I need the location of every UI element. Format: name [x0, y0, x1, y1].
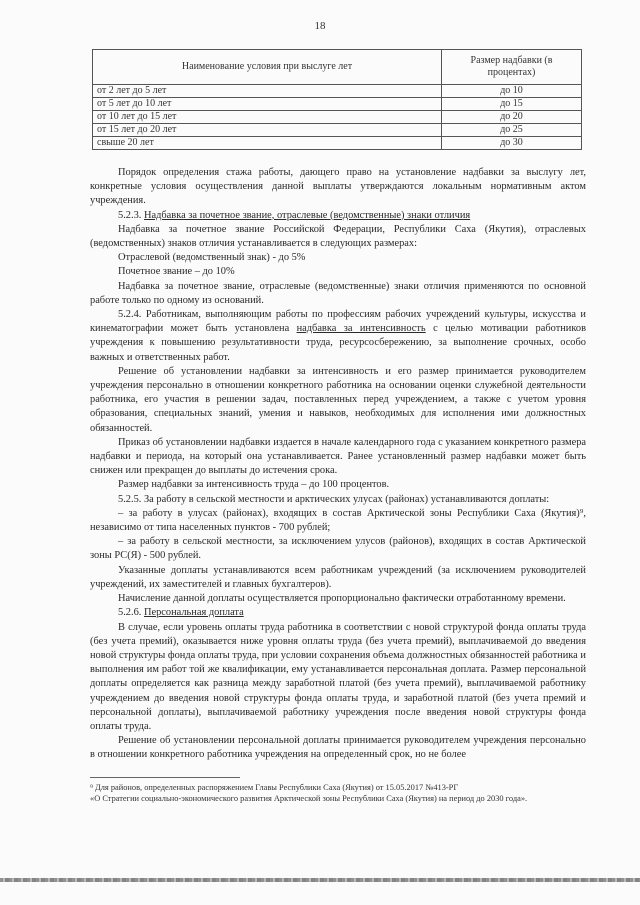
paragraph: Указанные доплаты устанавливаются всем работникам учреждений (за исключением руководителей учреждений, их заместителей и главных бухгалтеров).	[90, 564, 586, 590]
list-item: – за работу в улусах (районах), входящих в состав Арктической зоны Республики Саха (Якутия)⁹, независимо от типа населенных пунктов - 700 рублей;	[90, 507, 586, 534]
table-cell-amount: до 20	[442, 111, 582, 124]
paragraph: Надбавка за почетное звание Российской Федерации, Республики Саха (Якутия), отраслевых (ведомственных) знаков отличия устанавливается в следующих размерах:	[90, 223, 586, 250]
table-cell-condition: свыше 20 лет	[93, 137, 442, 150]
list-item: – за работу в сельской местности, за исключением улусов (районов), входящих в состав Арктической зоны РС(Я) - 500 рублей.	[90, 536, 586, 562]
section-title: Персональная доплата	[143, 607, 244, 619]
table-row	[93, 137, 582, 150]
table-row	[93, 111, 582, 124]
footnotes	[90, 782, 586, 804]
table-cell-condition: от 2 лет до 5 лет	[93, 85, 442, 98]
table-cell-condition: от 5 лет до 10 лет	[93, 98, 442, 111]
table-row	[93, 124, 582, 137]
section-heading-5-2-3	[90, 209, 586, 223]
table-row	[93, 85, 582, 98]
page-number: 18	[314, 20, 326, 32]
table-cell-amount: до 10	[442, 85, 582, 98]
table-row	[93, 98, 582, 111]
table-cell-amount: до 25	[442, 124, 582, 137]
section-number: 5.2.3.	[118, 209, 144, 221]
paragraph: Отраслевой (ведомственный знак) - до 5%	[118, 252, 306, 264]
table-cell-amount: до 30	[442, 137, 582, 150]
text-run: 5.2.4. Работникам, выполняющим работы по профессиям рабочих учреждений культуры, искусства и кинематографии может быть установлена	[90, 309, 586, 335]
underlined-term: надбавка за интенсивность	[296, 323, 426, 335]
section-title: Надбавка за почетное звание, отраслевые (ведомственные) знаки отличия	[143, 209, 471, 221]
paragraph: Решение об установлении надбавки за интенсивность и его размер принимается руководителем учреждения персонально в отношении конкретного работника на основании оценки служебной деятельности работника, его участия в решении задач, поставленных перед учреждением, а также с учетом уровня образования, специальных знаний, умения и навыков, необходимых для исполнения ими должностных обязанностей.	[90, 365, 586, 434]
scan-edge-artifact	[0, 878, 640, 882]
paragraph: Надбавка за почетное звание, отраслевые (ведомственные) знаки отличия применяются по основной работе только по одному из оснований.	[90, 280, 586, 306]
text-run: с целью мотивации работников учреждения к повышению результативности труда, ресурсосбережению, за выполнение срочных, особо важных и ответственных работ.	[90, 323, 586, 363]
table-cell-amount: до 15	[442, 98, 582, 111]
paragraph: В случае, если уровень оплаты труда работника в соответствии с новой структурой фонда оплаты труда (без учета премий), оказывается ниже уровня оплаты труда (без учета премий), выплачиваемой до введения новой структуры фонда оплаты труда, при условии сохранения объема должностных обязанностей работника и выполнения им работ той же квалификации, ему устанавливается персональная доплата. Размер персональной доплаты определяется как разница между заработной платой (без учета премий), выплачиваемой работнику учреждением до введения новой структуры фонда оплаты труда, и заработной платой (без учета премий и персональной доплаты), выплачиваемой работнику учреждения после введения новой структуры фонда оплаты труда.	[90, 621, 586, 732]
table-header-condition: Наименование условия при выслуге лет	[93, 50, 442, 85]
section-number: 5.2.6.	[118, 607, 144, 619]
footnote: «О Стратегии социально-экономического развития Арктической зоны Республики Саха (Якутия) на период до 2030 года».	[90, 794, 528, 803]
table-header-row	[93, 50, 582, 85]
paragraph: Решение об установлении персональной доплаты принимается руководителем учреждения персонально в отношении конкретного работника учреждения на определенный срок, но не более	[90, 735, 586, 761]
footnote: ⁹ Для районов, определенных распоряжением Главы Республики Саха (Якутия) от 15.05.2017 №413-РГ	[90, 783, 459, 792]
table-header-amount: Размер надбавки (в процентах)	[442, 50, 582, 85]
table-cell-condition: от 10 лет до 15 лет	[93, 111, 442, 124]
paragraph: Начисление данной доплаты осуществляется пропорционально фактически отработанному времени.	[118, 593, 566, 605]
paragraph: Почетное звание – до 10%	[118, 266, 235, 278]
table-cell-condition: от 15 лет до 20 лет	[93, 124, 442, 137]
body-text	[90, 166, 586, 763]
allowance-table	[92, 49, 582, 150]
paragraph: Порядок определения стажа работы, дающего право на установление надбавки за выслугу лет, конкретные условия осуществления данной выплаты утверждаются локальным нормативным актом учреждения.	[90, 167, 586, 207]
section-heading-5-2-6	[90, 606, 586, 620]
paragraph: Размер надбавки за интенсивность труда – до 100 процентов.	[118, 479, 390, 491]
paragraph: 5.2.5. За работу в сельской местности и арктических улусах (районах) устанавливаются доплаты:	[118, 493, 550, 505]
paragraph: Приказ об установлении надбавки издается в начале календарного года с указанием конкретного размера надбавки и периода, на который она устанавливается. Ранее установленный размер надбавки может быть снижен или прекращен до выплаты до истечения срока.	[90, 436, 586, 477]
paragraph-5-2-4	[90, 308, 586, 365]
footnote-divider	[90, 777, 240, 778]
